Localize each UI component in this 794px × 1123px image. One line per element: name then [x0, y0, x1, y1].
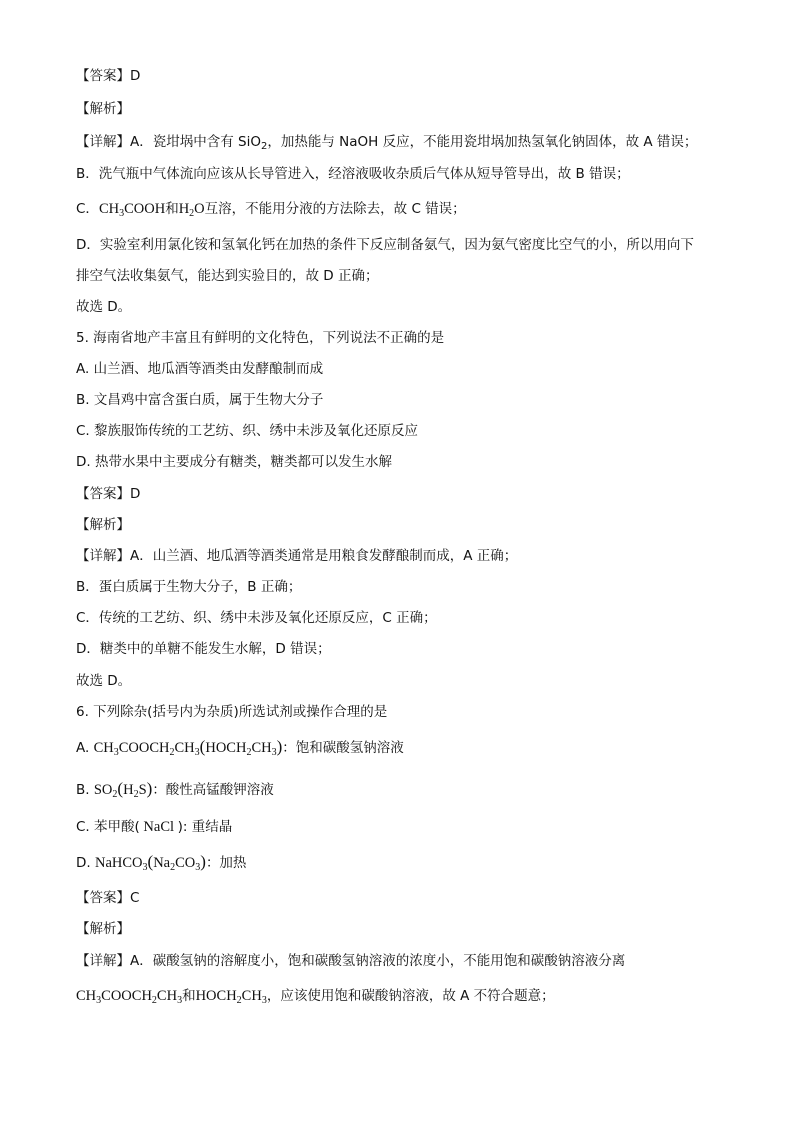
- formula: NaHCO$_3$: [94, 855, 148, 873]
- detail-line: 【详解】A．碳酸氢钠的溶解度小，饱和碳酸氢钠溶液的浓度小，不能用饱和碳酸钠溶液分离: [76, 953, 626, 969]
- analysis-label: 【解析】: [76, 101, 130, 117]
- question-5-stem: 5. 海南省地产丰富且有鲜明的文化特色，下列说法不正确的是: [76, 330, 445, 346]
- detail-line: B．蛋白质属于生物大分子，B 正确；: [76, 579, 302, 595]
- conclusion-line: 故选 D。: [76, 299, 132, 315]
- analysis-label: 【解析】: [76, 517, 130, 533]
- detail-line: B．洗气瓶中气体流向应该从长导管进入，经溶液吸收杂质后气体从短导管导出，故 B 错误；: [76, 166, 630, 182]
- detail-line: 排空气法收集氨气，能达到实验目的，故 D 正确；: [76, 268, 379, 284]
- detail-line: D．实验室利用氯化铵和氢氧化钙在加热的条件下反应制备氨气，因为氨气密度比空气的小，所以用向下: [76, 237, 694, 253]
- formula: $H_2O$: [178, 201, 205, 219]
- answer-label: 【答案】D: [76, 486, 141, 502]
- question-6-option-a: A. $CH_3COOCH_2CH_3(HOCH_2CH_3)$：饱和碳酸氢钠溶液: [76, 737, 404, 758]
- formula: $HOCH_2CH_3$: [205, 740, 277, 758]
- formula: $CH_3COOH$: [98, 201, 166, 219]
- conclusion-line: 故选 D。: [76, 673, 132, 689]
- detail-line: D．糖类中的单糖不能发生水解，D 错误；: [76, 641, 331, 657]
- answer-label: 【答案】C: [76, 890, 140, 906]
- detail-line: $CH_3COOCH_2CH_3$和$HOCH_2CH_3$，应该使用饱和碳酸钠溶液，故 A 不符合题意；: [76, 988, 555, 1006]
- detail-line: C．传统的工艺纺、织、绣中未涉及氧化还原反应，C 正确；: [76, 610, 437, 626]
- detail-line: 【详解】A．瓷坩埚中含有 SiO$_2$，加热能与 NaOH 反应，不能用瓷坩埚加热氢氧化钠固体，故 A 错误；: [76, 134, 698, 152]
- formula: $CH_3COOCH_2CH_3$: [93, 740, 200, 758]
- formula: NaCl: [139, 819, 178, 835]
- question-5-option-c: C. 黎族服饰传统的工艺纺、织、绣中未涉及氧化还原反应: [76, 423, 419, 439]
- question-6-option-c: C. 苯甲酸( NaCl ): 重结晶: [76, 819, 233, 835]
- question-5-option-a: A. 山兰酒、地瓜酒等酒类由发酵酿制而成: [76, 361, 324, 377]
- formula: $HOCH_2CH_3$: [195, 988, 267, 1006]
- formula: $H_2S$: [123, 782, 147, 800]
- detail-line: C．$CH_3COOH$和$H_2O$互溶，不能用分液的方法除去，故 C 错误；: [76, 201, 466, 219]
- question-6-option-d: D. $NaHCO_3(Na_2CO_3)$：加热: [76, 852, 247, 873]
- analysis-label: 【解析】: [76, 921, 130, 937]
- formula: $Na_2CO_3$: [153, 855, 201, 873]
- answer-label: 【答案】D: [76, 68, 141, 84]
- formula: $SO_2$: [93, 782, 118, 800]
- formula: $CH_3COOCH_2CH_3$: [76, 988, 183, 1006]
- question-6-stem: 6. 下列除杂(括号内为杂质)所选试剂或操作合理的是: [76, 704, 388, 720]
- question-5-option-d: D. 热带水果中主要成分有糖类，糖类都可以发生水解: [76, 454, 392, 470]
- question-6-option-b: B. $SO_2(H_2S)$：酸性高锰酸钾溶液: [76, 779, 274, 800]
- detail-line: 【详解】A．山兰酒、地瓜酒等酒类通常是用粮食发酵酿制而成，A 正确；: [76, 548, 518, 564]
- question-5-option-b: B. 文昌鸡中富含蛋白质，属于生物大分子: [76, 392, 324, 408]
